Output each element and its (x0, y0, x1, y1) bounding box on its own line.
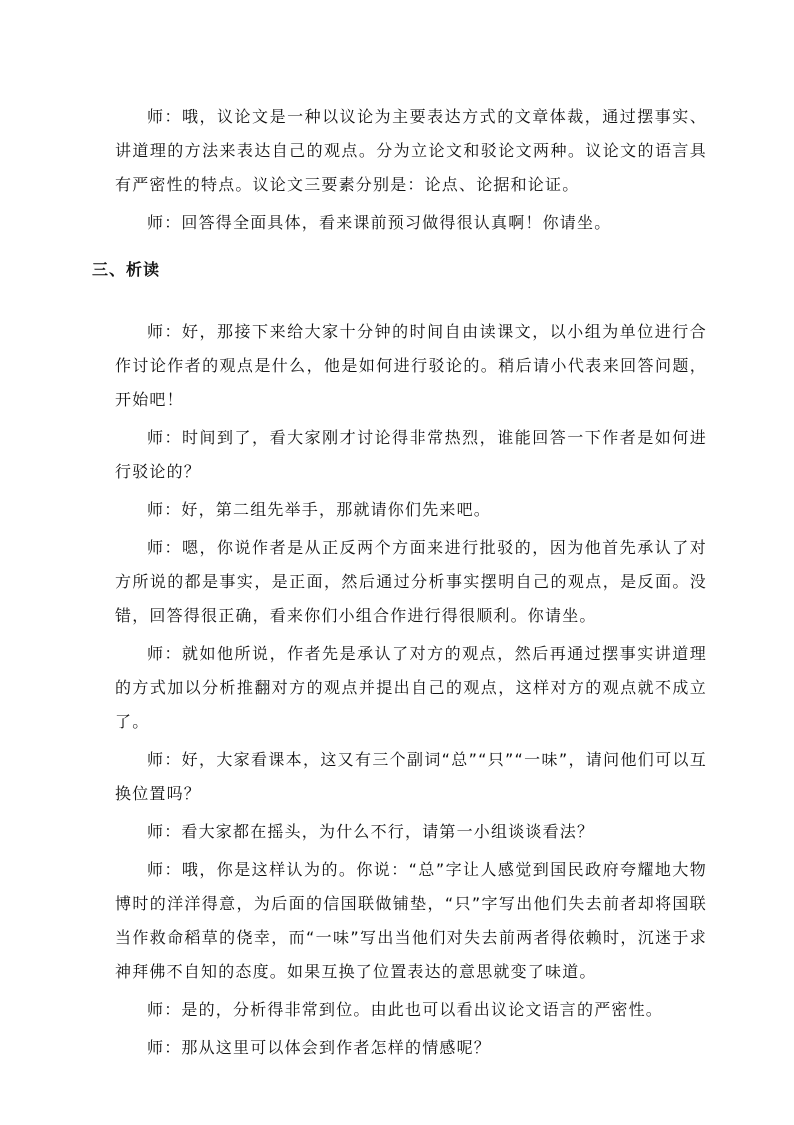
dialogue-paragraph: 师：好，第二组先举手，那就请你们先来吧。 (147, 500, 492, 519)
dialogue-paragraph: 师：好，大家看课本，这又有三个副词“总”“只”“一味”，请问他们可以互换位置吗？ (115, 750, 707, 803)
dialogue-paragraph: 师：回答得全面具体，看来课前预习做得很认真啊！你请坐。 (147, 213, 612, 232)
dialogue-paragraph: 师：时间到了，看大家刚才讨论得非常热烈，谁能回答一下作者是如何进行驳论的？ (115, 428, 707, 481)
dialogue-paragraph: 师：哦，议论文是一种以议论为主要表达方式的文章体裁，通过摆事实、讲道理的方法来表达自己的观点。分为立论文和驳论文两种。议论文的语言具有严密性的特点。议论文三要素分别是：论点、论据和论证。 (115, 107, 707, 194)
dialogue-paragraph: 师：就如他所说，作者先是承认了对方的观点，然后再通过摆事实讲道理的方式加以分析推翻对方的观点并提出自己的观点，这样对方的观点就不成立了。 (115, 644, 707, 731)
dialogue-paragraph: 师：是的，分析得非常到位。由此也可以看出议论文语言的严密性。 (147, 1000, 664, 1019)
dialogue-paragraph: 师：好，那接下来给大家十分钟的时间自由读课文，以小组为单位进行合作讨论作者的观点是什么，他是如何进行驳论的。稍后请小代表来回答问题，开始吧！ (115, 322, 707, 409)
dialogue-block-section (115, 315, 707, 1069)
dialogue-paragraph: 师：那从这里可以体会到作者怎样的情感呢？ (147, 1038, 492, 1057)
dialogue-paragraph: 师：看大家都在摇头，为什么不行，请第一小组谈谈看法？ (147, 822, 595, 841)
dialogue-block-top (115, 100, 707, 244)
dialogue-paragraph: 师：嗯，你说作者是从正反两个方面来进行批驳的，因为他首先承认了对方所说的都是事实，是正面，然后通过分析事实摆明自己的观点，是反面。没错，回答得很正确，看来你们小组合作进行得很顺利。你请坐。 (115, 538, 707, 625)
dialogue-paragraph: 师：哦，你是这样认为的。你说：“总”字让人感觉到国民政府夸耀地大物博时的洋洋得意，为后面的信国联做铺垫，“只”字写出他们失去前者却将国联当作救命稻草的侥幸，而“一味”写出当他们对失去前两者得依赖时，沉迷于求神拜佛不自知的态度。如果互换了位置表达的意思就变了味道。 (115, 860, 707, 981)
section-heading: 三、析读 (92, 260, 161, 279)
